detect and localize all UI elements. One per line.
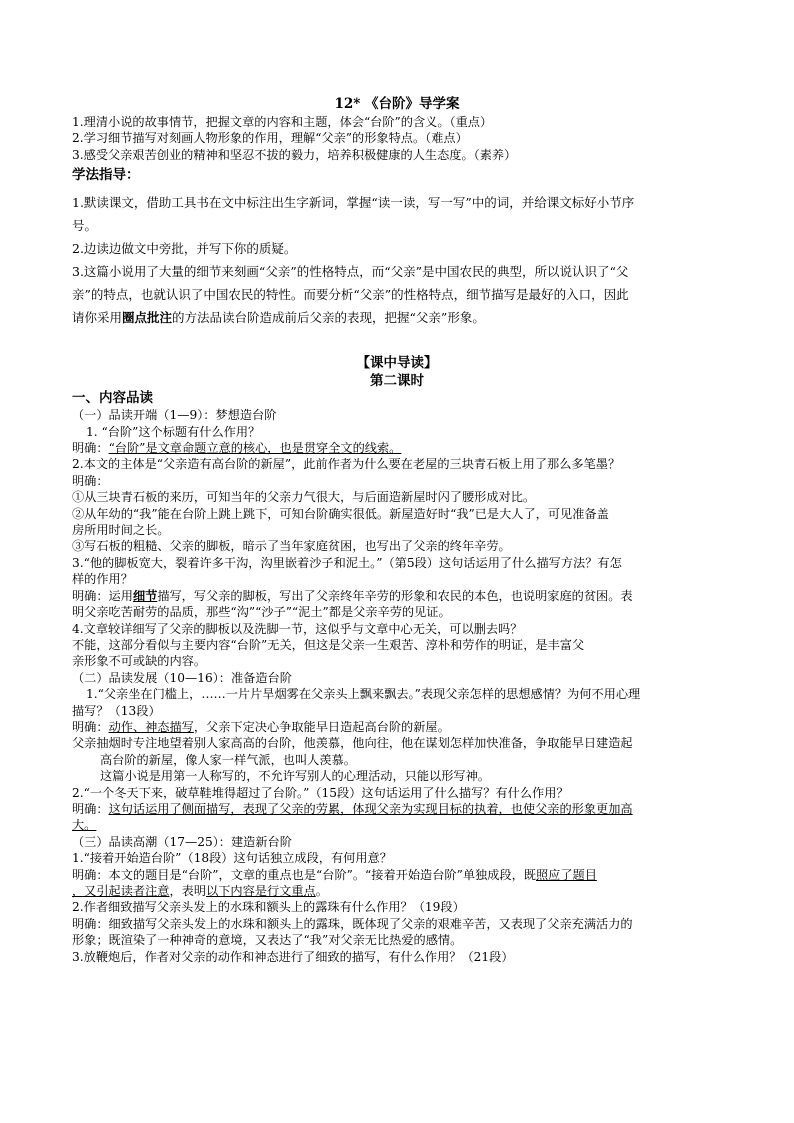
answer [72,719,722,735]
underlined-answer: 这句话运用了侧面描写，表现了父亲的劳累，体现父亲为实现目标的执着，也使父亲的形象更加高 [108,801,633,816]
underlined-answer: 大。 [72,818,97,833]
text: ，父亲下定决心争取能早日造起高台阶的新屋。 [193,719,450,734]
goal-1: 1.理清小说的故事情节，把握文章的内容和主题，体会“台阶”的含义。（重点） [72,115,493,129]
question: 1. “台阶”这个标题有什么作用？ [86,424,261,439]
answer-cont: 亲形象不可或缺的内容。 [72,654,207,669]
answer-cont: 明父亲吃苦耐劳的品质，那些“沟”“沙子”“泥土”都是父亲辛劳的见证。 [72,605,451,620]
method-item-3-line-1: 3.这篇小说用了大量的细节来刻画“父亲”的性格特点，而“父亲”是中国农民的典型，所以说认识了“父 [72,264,629,280]
underlined-answer: 动作、神态描写 [108,719,194,734]
part-heading: 一、内容品读 [72,390,153,407]
method-item-1-line-1: 1.默读课文，借助工具书在文中标注出生字新词，掌握“读一读，写一写”中的词，并给课文标好小节序 [72,195,635,211]
answer [72,867,722,883]
answer: 不能，这部分看似与主要内容“台阶”无关，但这是父亲一生艰苦、淳朴和劳作的明证，是丰富父 [72,637,585,652]
answer-label: 明确： [72,719,109,734]
text: 的方法品读台阶造成前后父亲的表现，把握“父亲”形象。 [172,310,485,326]
section-heading: 【课中导读】 [356,355,438,372]
subsection-heading-3: （三）品读高潮（17—25）：建造新台阶 [72,834,292,849]
question-cont: 描写？（13段） [72,703,161,718]
goal-3: 3.感受父亲艰苦创业的精神和坚忍不拔的毅力，培养积极健康的人生态度。（素养） [72,147,517,162]
question: 2.作者细致描写父亲头发上的水珠和额头上的露珠有什么作用？（19段） [72,900,465,915]
underlined-answer: 照应了题目 [535,867,597,882]
document-title: 12* 《台阶》导学案 [334,96,460,112]
text: 明确：本文的题目是“台阶”，文章的重点也是“台阶”。“接着开始造台阶”单独成段，既 [72,867,536,882]
text: ，表明 [169,884,207,898]
answer [72,588,722,604]
method-item-1-line-2: 号。 [72,218,98,234]
answer-label: 明确： [72,473,109,488]
underlined-answer: ，又引起读者注意 [72,884,170,898]
period-heading: 第二课时 [370,373,424,390]
subsection-heading-2: （二）品读发展（10—16）：准备造台阶 [72,670,292,685]
question: 1.“接着开始造台阶”（18段）这句话独立成段，有何用意？ [72,851,392,866]
text: 。 [315,884,328,898]
question: 3.放鞭炮后，作者对父亲的动作和神态进行了细致的描写，有什么作用？（21段） [72,949,514,964]
question: 1.“父亲坐在门槛上，……一片片旱烟雾在父亲头上飘来飘去。”表现父亲怎样的思想感情？为何不用心理 [86,687,641,702]
method-item-3-line-3 [72,306,722,329]
text: 明确：运用 [72,588,133,603]
subsection-heading-1: （一）品读开端（1—9）：梦想造台阶 [72,408,277,423]
text: 请你采用 [72,310,123,326]
question: 4.文章较详细写了父亲的脚板以及洗脚一节，这似乎与文章中心无关，可以删去吗？ [72,621,523,636]
underlined-answer: 以下内容是行文重点 [206,884,316,898]
text: 描写，写父亲的脚板，写出了父亲终年辛劳的形象和农民的本色，也说明家庭的贫困。表 [157,588,633,603]
answer [72,440,722,456]
underlined-answer: “台阶”是文章命题立意的核心，也是贯穿全文的线索。 [108,441,402,456]
document-page [72,96,722,965]
emphasis-text: 圈点批注 [122,310,173,326]
answer-cont [72,817,722,833]
question: 2.本文的主体是“父亲造有高台阶的新屋”，此前作者为什么要在老屋的三块青石板上用了那么多笔墨？ [72,457,621,472]
answer-cont [72,883,722,899]
answer [72,801,722,817]
answer-point: ①从三块青石板的来历，可知当年的父亲力气很大，与后面造新屋时闪了腰形成对比。 [72,490,536,505]
answer-cont: 高台阶的新屋，像人家一样气派，也叫人羡慕。 [100,752,356,767]
answer-cont: 父亲抽烟时专注地望着别人家高高的台阶，他羡慕，他向往，他在谋划怎样加快准备，争取能早日建造起 [72,736,633,751]
question: 3.“他的脚板宽大，裂着许多干沟，沟里嵌着沙子和泥土。”（第5段）这句话运用了什么描写方法？有怎 [72,555,622,570]
answer-cont: 这篇小说是用第一人称写的，不允许写别人的心理活动，只能以形写神。 [100,769,490,784]
method-item-2: 2.边读边做文中旁批，并写下你的质疑。 [72,241,297,257]
answer-point-cont: 房所用时间之长。 [72,523,170,538]
method-item-3-line-2: 亲”的特点，也就认识了中国农民的特性。而要分析“父亲”的性格特点，细节描写是最好的入口，因此 [72,287,629,303]
answer-label: 明确： [72,441,109,456]
answer-cont: 形象；既渲染了一种神奇的意境，又表达了“我”对父亲无比热爱的感情。 [72,933,463,948]
answer-point: ③写石板的粗糙、父亲的脚板，暗示了当年家庭贫困，也写出了父亲的终年辛劳。 [72,539,511,554]
answer-point: ②从年幼的“我”能在台阶上跳上跳下，可知台阶确实很低。新屋造好时“我”已是大人了，可见准备盖 [72,506,609,521]
goal-2: 2.学习细节描写对刻画人物形象的作用，理解“父亲”的形象特点。（难点） [72,131,468,146]
emphasis-text: 细节 [132,588,158,603]
answer: 明确：细致描写父亲头发上的水珠和额头上的露珠，既体现了父亲的艰难辛苦，又表现了父亲充满活力的 [72,916,633,931]
answer-label: 明确： [72,801,109,816]
question-cont: 样的作用？ [72,572,133,587]
method-heading: 学法指导： [72,167,140,184]
question: 2.“一个冬天下来，破草鞋堆得超过了台阶。”（15段）这句话运用了什么描写？有什么作用？ [72,785,569,800]
